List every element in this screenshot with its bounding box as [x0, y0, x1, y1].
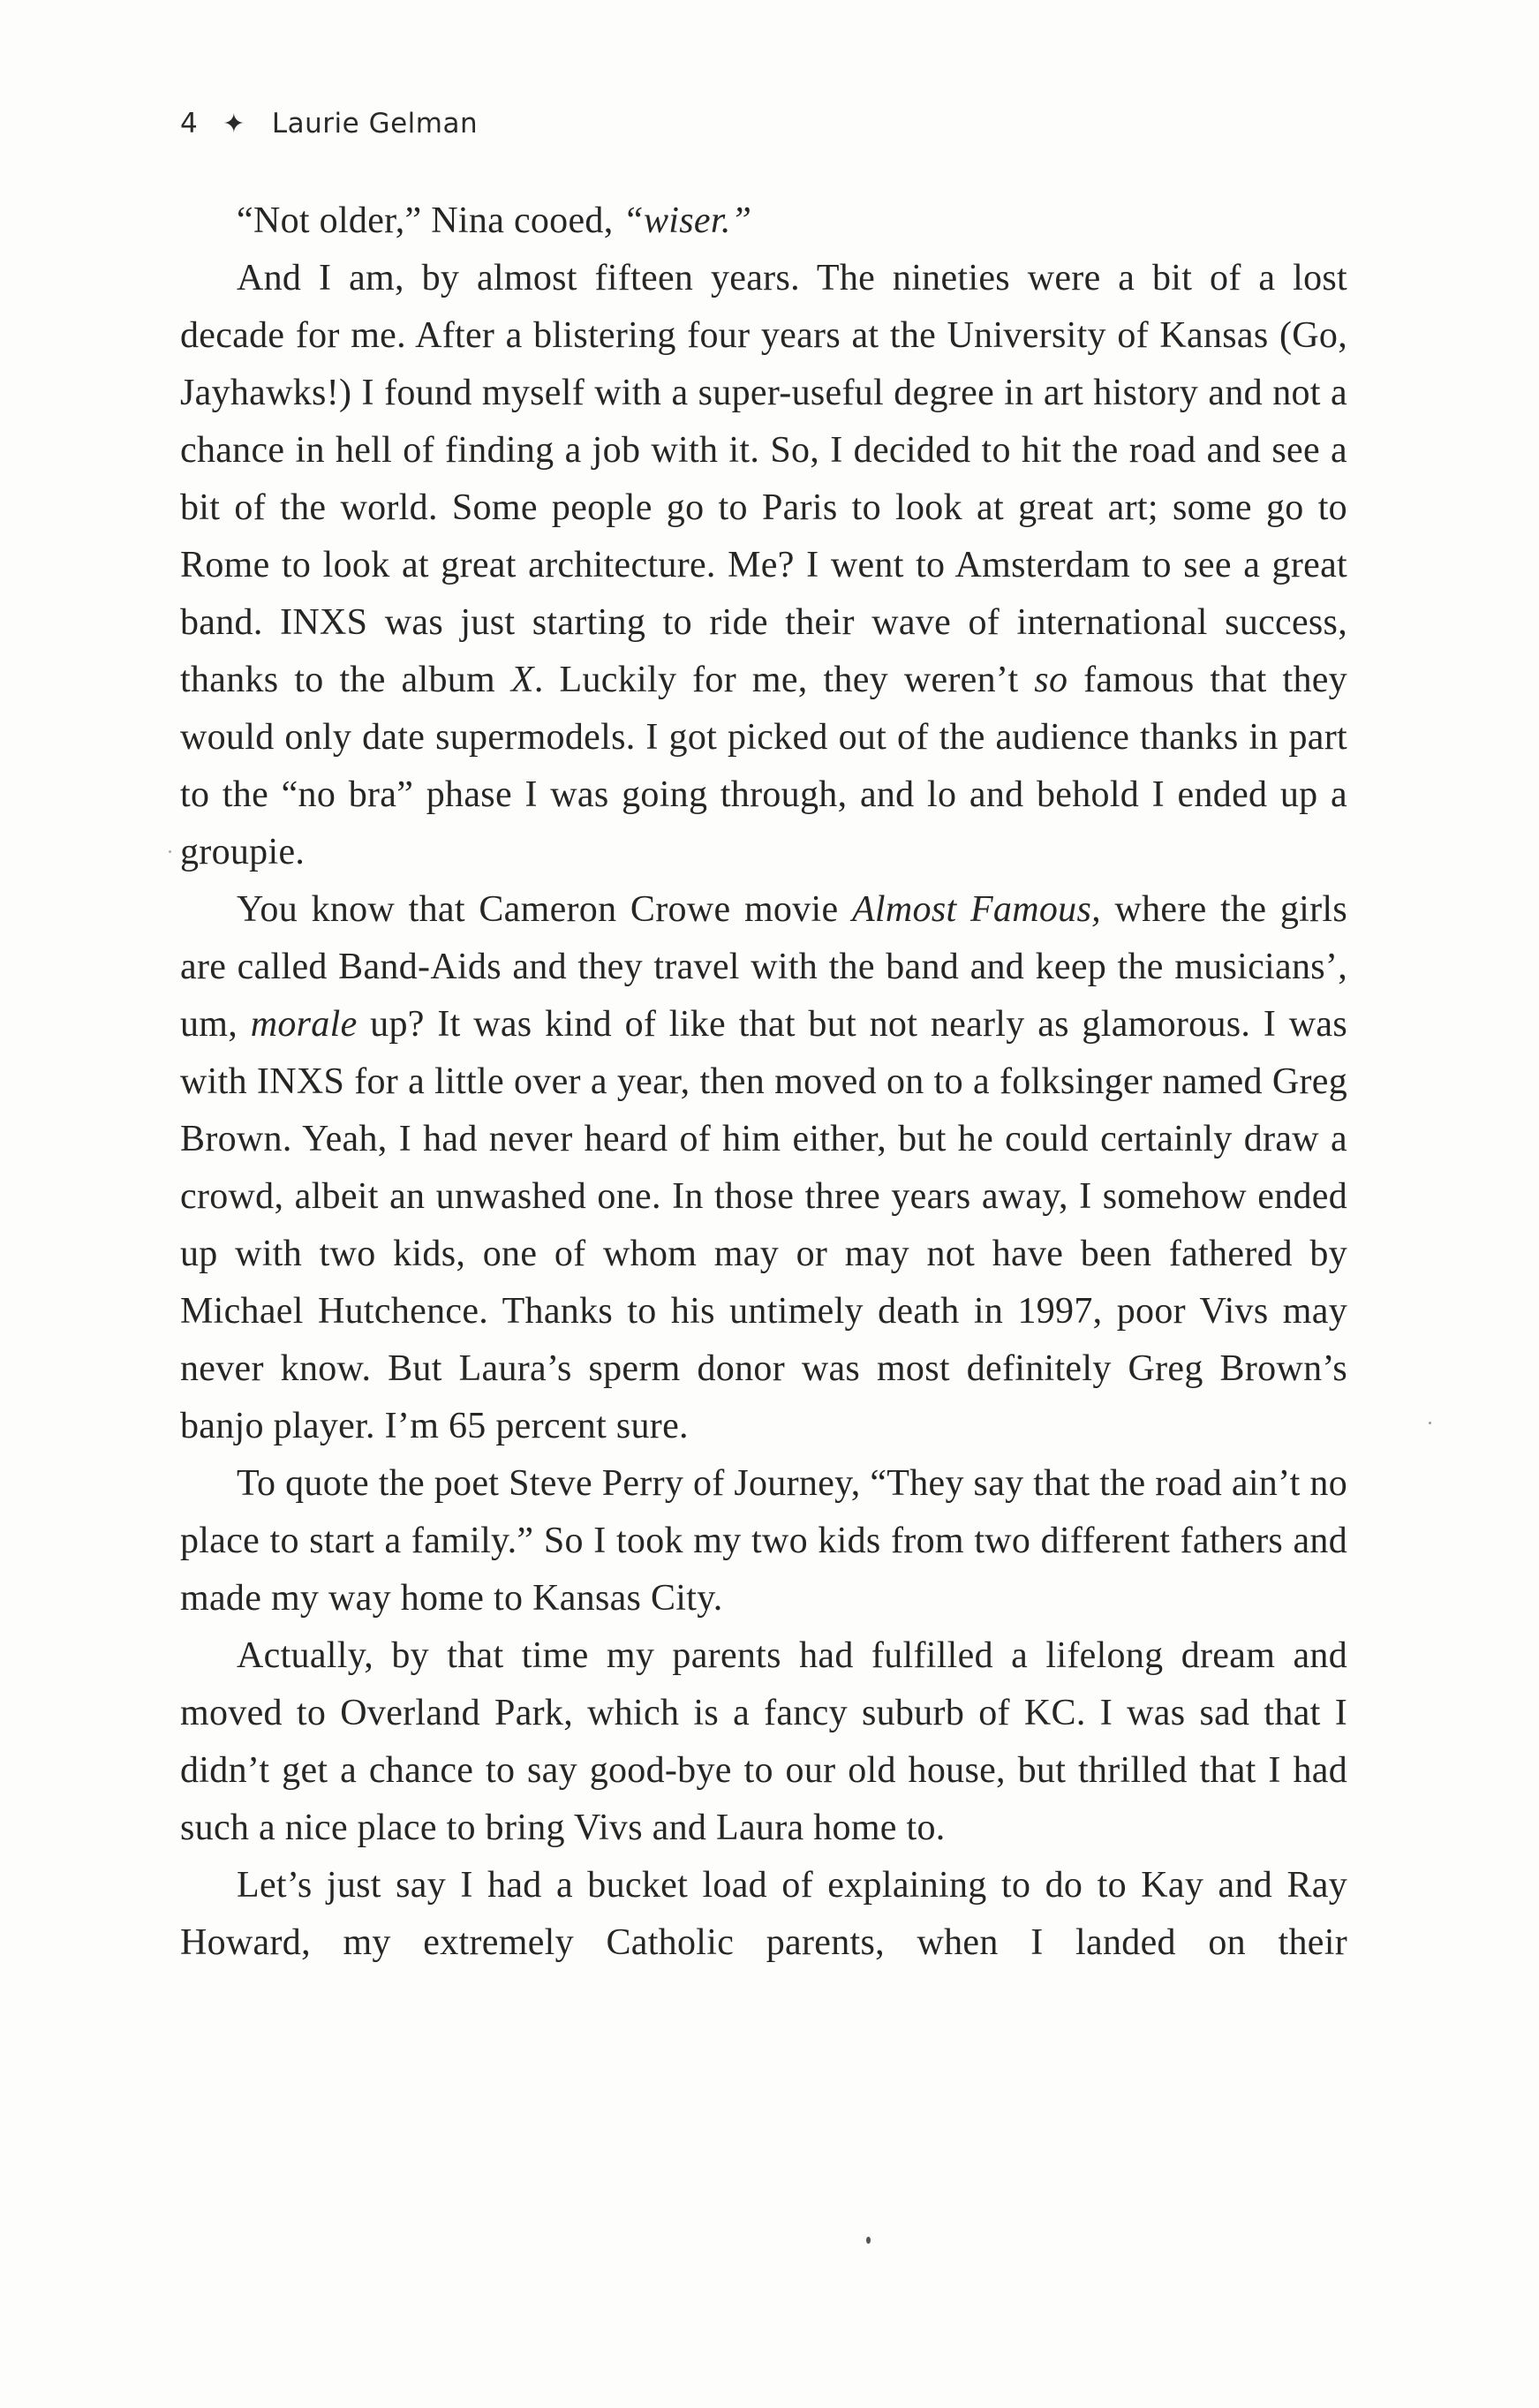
page-number: 4 [180, 108, 199, 140]
italic-text: so [1034, 660, 1068, 700]
running-header [180, 108, 478, 140]
album-title: X [510, 660, 534, 700]
paragraph-2: And I am, by almost fifteen years. The nineties were a bit of a lost decade for me. After a blistering four years at the University of Kansas (Go, Jayhawks!) I found myself with a super-useful degree in art history and not a chance in hell of finding a job with it. So, I decided to hit the road and see a bit of the world. Some people go to Paris to look at great art; some go to Rome to look at great architecture. Me? I went to Amsterdam to see a great band. INXS was just starting to ride their wave of international success, thanks to the album X. Luckily for me, they weren’t so famous that they would only date supermodels. I got picked out of the audience thanks in part to the “no bra” phase I was going through, and lo and behold I ended up a groupie. [180, 258, 1347, 872]
separator-star-icon: ✦ [223, 108, 245, 140]
paragraph-6: Let’s just say I had a bucket load of explaining to do to Kay and Ray Howard, my extremely Catholic parents, when I landed on their [180, 1865, 1347, 1963]
body-text [180, 192, 1347, 1972]
italic-text: morale [250, 1004, 358, 1045]
paragraph-3: You know that Cameron Crowe movie Almost Famous, where the girls are called Band-Aids and they travel with the band and keep the musicians’, um, morale up? It was kind of like that but not nearly as glamorous. I was with INXS for a little over a year, then moved on to a folksinger named Greg Brown. Yeah, I had never heard of him either, but he could certainly draw a crowd, albeit an unwashed one. In those three years away, I somehow ended up with two kids, one of whom may or may not have been fathered by Michael Hutchence. Thanks to his untimely death in 1997, poor Vivs may never know. But Laura’s sperm donor was most definitely Greg Brown’s banjo player. I’m 65 percent sure. [180, 889, 1348, 1446]
scan-speck [1429, 1422, 1431, 1424]
italic-text: “wiser.” [622, 200, 752, 241]
paragraph-1: “Not older,” Nina cooed, “wiser.” [237, 200, 752, 241]
movie-title: Almost Famous, [851, 889, 1101, 930]
scan-speck [866, 2237, 871, 2244]
scan-speck [169, 850, 171, 853]
paragraph-4: To quote the poet Steve Perry of Journey, “They say that the road ain’t no place to start a family.” So I took my two kids from two different fathers and made my way home to Kansas City. [180, 1463, 1347, 1619]
paragraph-5: Actually, by that time my parents had fulfilled a lifelong dream and moved to Overland Park, which is a fancy suburb of KC. I was sad that I didn’t get a chance to say good-bye to our old house, but thrilled that I had such a nice place to bring Vivs and Laura home to. [180, 1635, 1347, 1848]
author-name: Laurie Gelman [271, 108, 479, 140]
